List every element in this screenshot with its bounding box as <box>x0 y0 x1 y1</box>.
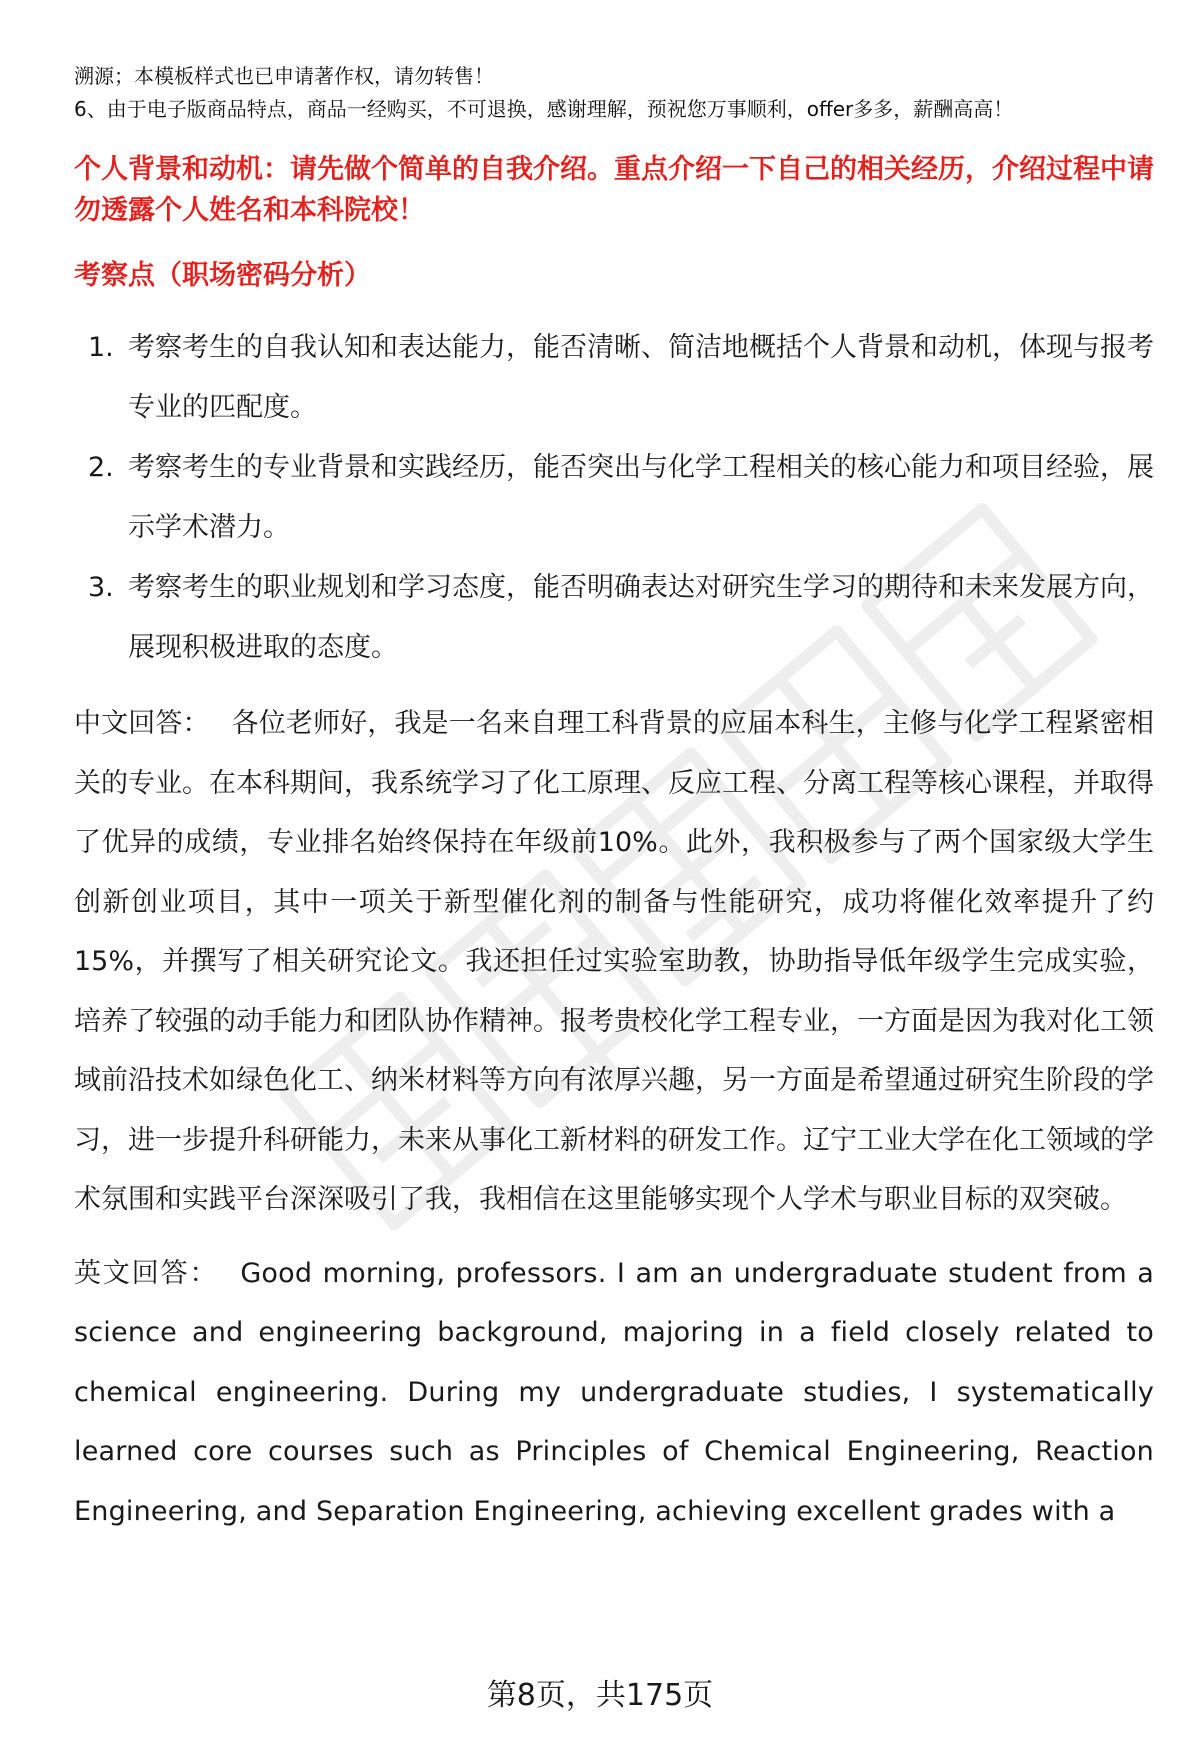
assessment-points-list <box>74 318 1154 678</box>
point-number: 1. <box>88 332 114 363</box>
page-number-footer: 第8页，共175页 <box>486 1678 714 1713</box>
notice-line-2: 6、由于电子版商品特点，商品一经购买，不可退换，感谢理解，预祝您万事顺利，offer多多，薪酬高高！ <box>74 97 1014 121</box>
point-number: 3. <box>88 572 114 603</box>
assessment-point-3 <box>74 558 1166 678</box>
point-text: 考察考生的职业规划和学习态度，能否明确表达对研究生学习的期待和未来发展方向，展现积极进取的态度。 <box>128 572 1154 663</box>
assessment-point-1 <box>74 318 1166 438</box>
question-heading: 个人背景和动机：请先做个简单的自我介绍。重点介绍一下自己的相关经历，介绍过程中请勿透露个人姓名和本科院校！ <box>74 154 1154 226</box>
chinese-answer <box>74 694 1154 1230</box>
english-answer-text: Good morning, professors. I am an undergraduate student from a science and engineering background, majoring in a field closely related to chemical engineering. During my undergraduate studies, I systematically learned core courses such as Principles of Chemical Engineering, Reaction Engineering, and Separation Engineering, achieving excellent grades with a <box>74 1257 1155 1527</box>
point-text: 考察考生的自我认知和表达能力，能否清晰、简洁地概括个人背景和动机，体现与报考专业的匹配度。 <box>128 332 1154 423</box>
english-answer-label: 英文回答： <box>74 1257 219 1289</box>
chinese-answer-label: 中文回答： <box>74 708 210 739</box>
assessment-heading: 考察点（职场密码分析） <box>74 260 371 291</box>
point-number: 2. <box>88 452 114 483</box>
notice-line-1: 溯源；本模板样式也已申请著作权，请勿转售！ <box>74 64 494 88</box>
assessment-point-2 <box>74 438 1166 558</box>
point-text: 考察考生的专业背景和实践经历，能否突出与化学工程相关的核心能力和项目经验，展示学术潜力。 <box>128 452 1154 543</box>
english-answer <box>74 1244 1154 1542</box>
chinese-answer-text: 各位老师好，我是一名来自理工科背景的应届本科生，主修与化学工程紧密相关的专业。在本科期间，我系统学习了化工原理、反应工程、分离工程等核心课程，并取得了优异的成绩，专业排名始终保持在年级前10%。此外，我积极参与了两个国家级大学生创新创业项目，其中一项关于新型催化剂的制备与性能研究，成功将催化效率提升了约15%，并撰写了相关研究论文。我还担任过实验室助教，协助指导低年级学生完成实验，培养了较强的动手能力和团队协作精神。报考贵校化学工程专业，一方面是因为我对化工领域前沿技术如绿色化工、纳米材料等方向有浓厚兴趣，另一方面是希望通过研究生阶段的学习，进一步提升科研能力，未来从事化工新材料的研发工作。辽宁工业大学在化工领域的学术氛围和实践平台深深吸引了我，我相信在这里能够实现个人学术与职业目标的双突破。 <box>74 708 1155 1215</box>
page-content <box>74 60 1154 1541</box>
